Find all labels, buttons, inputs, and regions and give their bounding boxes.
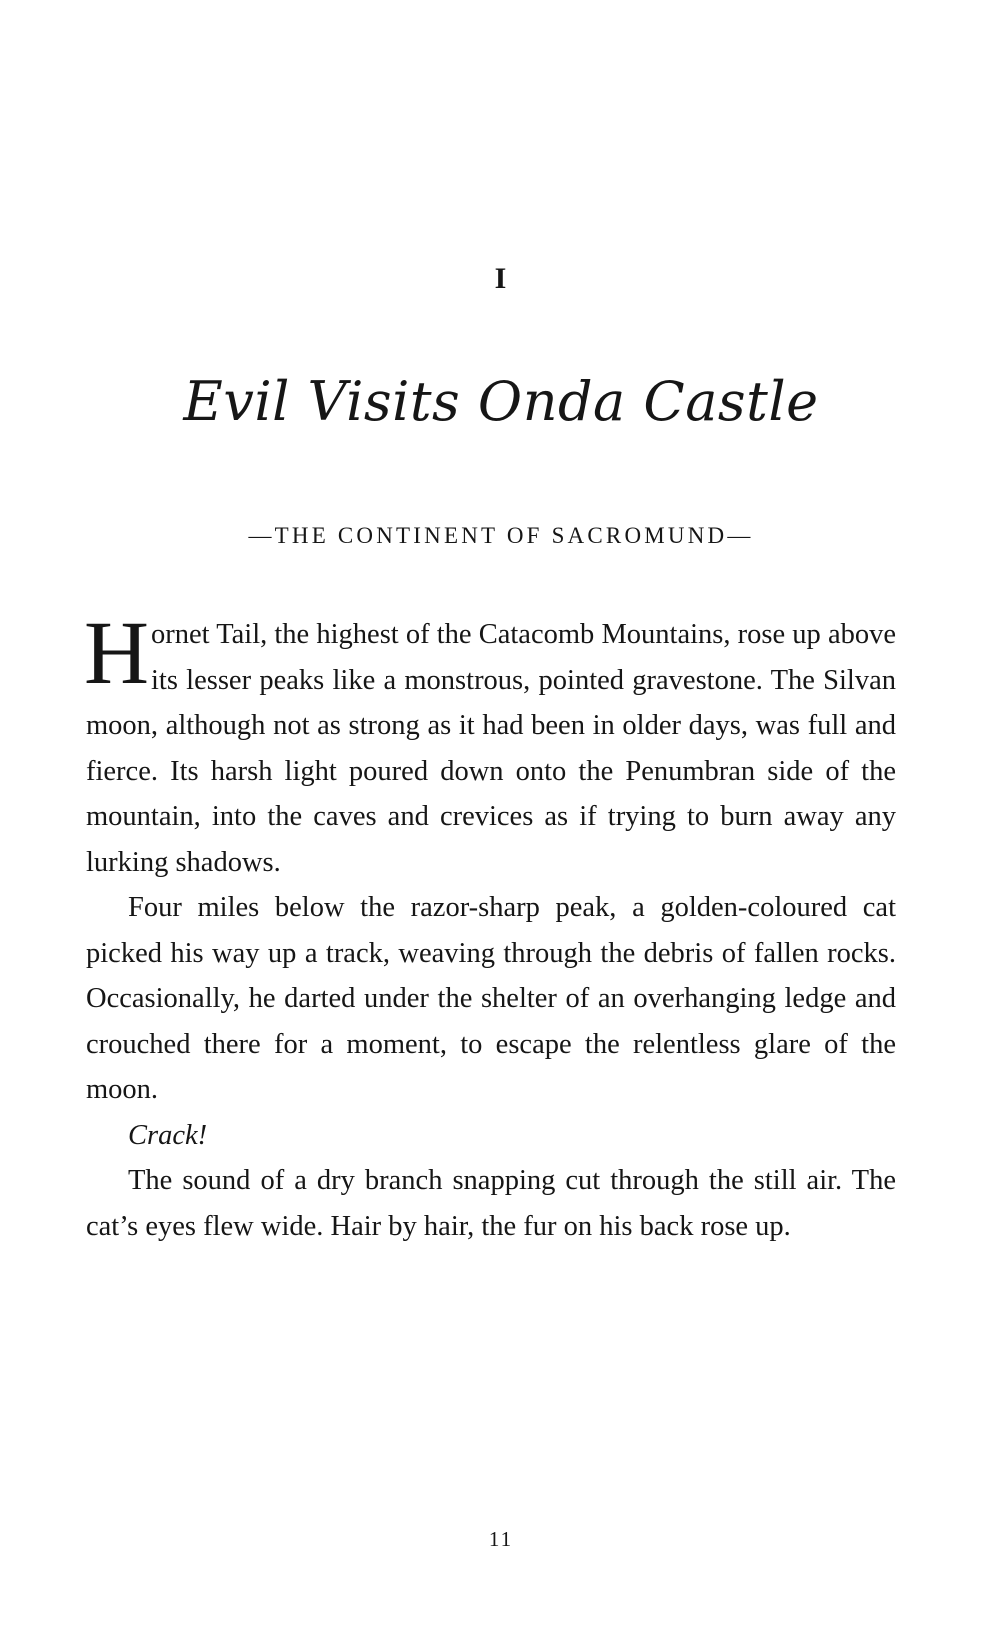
drop-cap: H: [84, 604, 149, 703]
chapter-title: Evil Visits Onda Castle: [183, 370, 819, 433]
paragraph-4: The sound of a dry branch snapping cut through the still air. The cat’s eyes flew wide. Hair by hair, the fur on his back rose up.: [86, 1165, 896, 1242]
chapter-number: I: [494, 262, 508, 295]
paragraph-3-exclamation: Crack!: [128, 1119, 208, 1151]
chapter-body: [84, 604, 896, 1249]
paragraph-2: Four miles below the razor-sharp peak, a golden-coloured cat picked his way up a track, weaving through the debris of fallen rocks. Occasionally, he darted under the shelter of an overhanging ledge and crouched there for a moment, to escape the relentless glare of the moon.: [86, 892, 896, 1105]
paragraph-1-text: ornet Tail, the highest of the Catacomb Mountains, rose up above its lesser peaks like a monstrous, pointed gravestone. The Silvan moon, although not as strong as it had been in older days, was full and fierce. Its harsh light poured down onto the Penumbran side of the mountain, into the caves and crevices as if trying to burn away any lurking shadows.: [86, 619, 896, 878]
chapter-location-subtitle: —THE CONTINENT OF SACROMUND—: [248, 523, 754, 548]
paragraph-1: [84, 604, 896, 885]
page-number: 11: [488, 1527, 514, 1551]
